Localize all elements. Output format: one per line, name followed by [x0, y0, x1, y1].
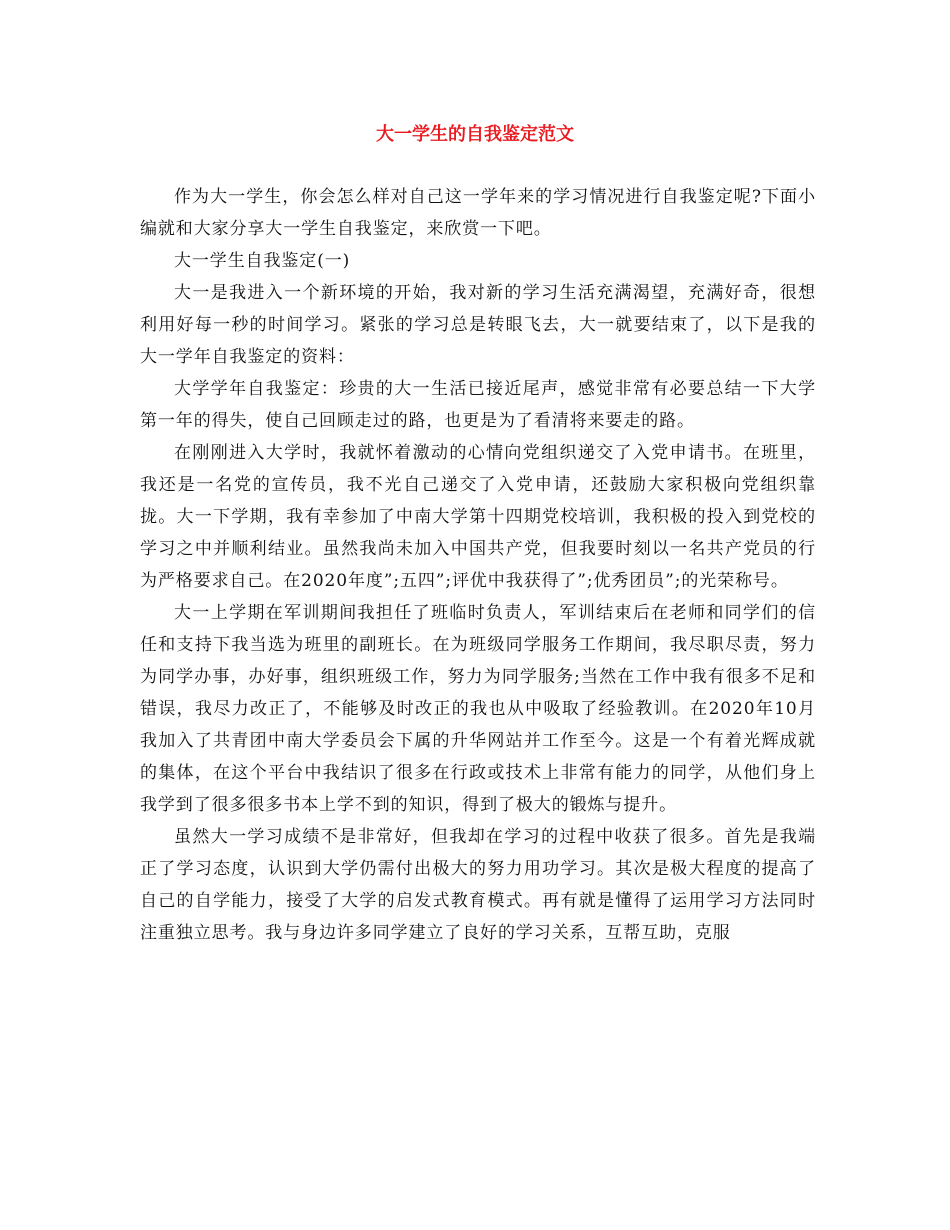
paragraph-freshman-start: 大一是我进入一个新环境的开始，我对新的学习生活充满渴望，充满好奇，很想利用好每一秒的时间学习。紧张的学习总是转眼飞去，大一就要结束了，以下是我的大一学年自我鉴定的资料： — [140, 283, 816, 367]
document-title: 大一学生的自我鉴定范文 — [376, 124, 574, 145]
section-heading: 大一学生自我鉴定(一) — [174, 251, 351, 271]
paragraph-intro: 作为大一学生，你会怎么样对自己这一学年来的学习情况进行自我鉴定呢?下面小编就和大家分享大一学生自我鉴定，来欣赏一下吧。 — [140, 187, 816, 239]
document-body — [140, 181, 816, 949]
paragraph-study-gains: 虽然大一学习成绩不是非常好，但我却在学习的过程中收获了很多。首先是我端正了学习态度，认识到大学仍需付出极大的努力用功学习。其次是极大程度的提高了自己的自学能力，接受了大学的启发式教育模式。再有就是懂得了运用学习方法同时注重独立思考。我与身边许多同学建立了良好的学习关系，互帮互助，克服 — [140, 827, 816, 943]
paragraph-party-application: 在刚刚进入大学时，我就怀着激动的心情向党组织递交了入党申请书。在班里，我还是一名党的宣传员，我不光自己递交了入党申请，还鼓励大家积极向党组织靠拢。大一下学期，我有幸参加了中南大学第十四期党校培训，我积极的投入到党校的学习之中并顺利结业。虽然我尚未加入中国共产党，但我要时刻以一名共产党员的行为严格要求自己。在2020年度”;五四”;评优中我获得了”;优秀团员”;的光荣称号。 — [140, 443, 816, 591]
paragraph-self-evaluation: 大学学年自我鉴定：珍贵的大一生活已接近尾声，感觉非常有必要总结一下大学第一年的得失，使自己回顾走过的路，也更是为了看清将来要走的路。 — [140, 379, 816, 431]
paragraph-class-work: 大一上学期在军训期间我担任了班临时负责人，军训结束后在老师和同学们的信任和支持下我当选为班里的副班长。在为班级同学服务工作期间，我尽职尽责，努力为同学办事，办好事，组织班级工作，努力为同学服务;当然在工作中我有很多不足和错误，我尽力改正了，不能够及时改正的我也从中吸取了经验教训。在2020年10月我加入了共青团中南大学委员会下属的升华网站并工作至今。这是一个有着光辉成就的集体，在这个平台中我结识了很多在行政或技术上非常有能力的同学，从他们身上我学到了很多很多书本上学不到的知识，得到了极大的锻炼与提升。 — [140, 603, 816, 815]
